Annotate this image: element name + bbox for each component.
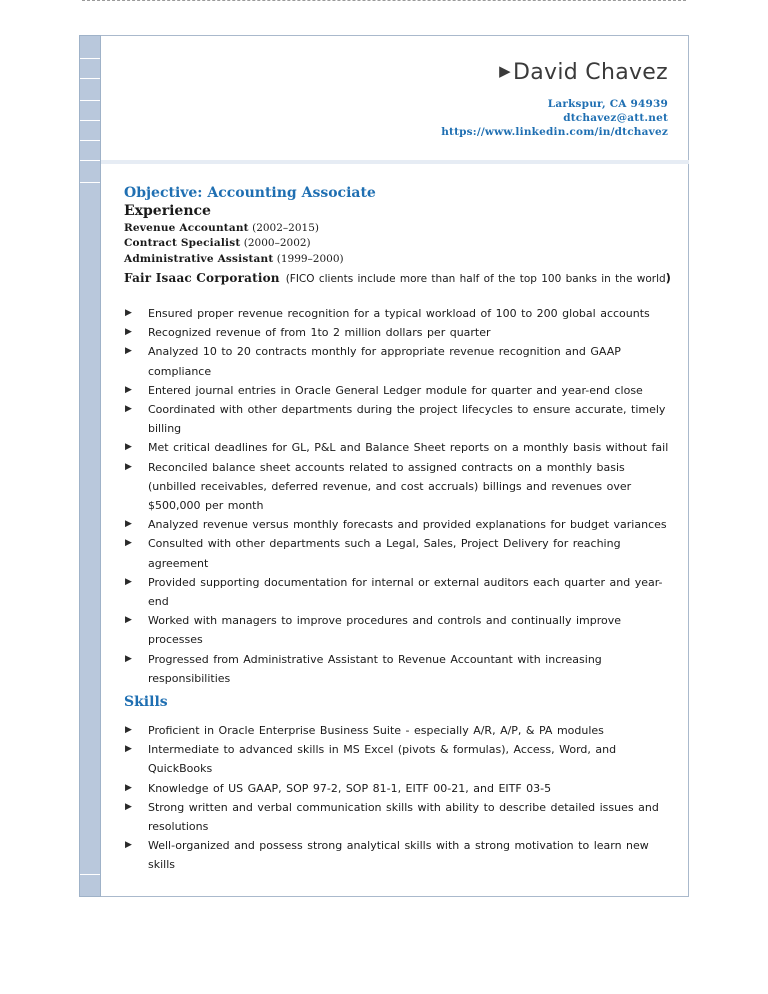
list-item: ▶ Met critical deadlines for GL, P&L and Balance Sheet reports on a monthly basis without fail bbox=[124, 438, 669, 457]
list-item: ▶ Coordinated with other departments during the project lifecycles to ensure accurate, timely billing bbox=[124, 400, 669, 438]
list-item: ▶ Provided supporting documentation for internal or external auditors each quarter and year-end bbox=[124, 573, 669, 611]
job-entry bbox=[124, 237, 311, 249]
triangle-right-icon: ▶ bbox=[499, 62, 511, 80]
job-dates: (2000–2002) bbox=[243, 237, 311, 249]
arrow-right-icon: ▶ bbox=[125, 442, 132, 453]
skills-bullet-list bbox=[124, 721, 669, 875]
company-note-close: ) bbox=[665, 271, 671, 285]
arrow-right-icon: ▶ bbox=[125, 840, 132, 851]
list-item: ▶ Analyzed 10 to 20 contracts monthly for appropriate revenue recognition and GAAP compliance bbox=[124, 342, 669, 380]
job-entry bbox=[124, 253, 344, 265]
arrow-right-icon: ▶ bbox=[125, 308, 132, 318]
list-item: ▶ Proficient in Oracle Enterprise Business Suite - especially A/R, A/P, & PA modules bbox=[124, 721, 669, 740]
top-dashed-rule bbox=[82, 0, 686, 1]
arrow-right-icon: ▶ bbox=[125, 615, 132, 626]
arrow-right-icon: ▶ bbox=[125, 327, 132, 338]
arrow-right-icon: ▶ bbox=[125, 461, 132, 472]
arrow-right-icon: ▶ bbox=[125, 404, 132, 415]
arrow-right-icon: ▶ bbox=[125, 538, 132, 549]
list-item: ▶ Strong written and verbal communication skills with ability to describe detailed issues and resolutions bbox=[124, 798, 669, 836]
sidebar-bar bbox=[79, 35, 101, 897]
contact-linkedin[interactable]: https://www.linkedin.com/in/dtchavez bbox=[441, 126, 668, 138]
job-entry bbox=[124, 222, 319, 234]
skills-heading: Skills bbox=[124, 694, 168, 710]
job-title: Contract Specialist bbox=[124, 237, 241, 249]
resume-name: ▶David Chavez bbox=[499, 60, 668, 85]
list-item: ▶ Well-organized and possess strong analytical skills with a strong motivation to learn new skills bbox=[124, 836, 669, 874]
company-name: Fair Isaac Corporation bbox=[124, 271, 280, 285]
arrow-right-icon: ▶ bbox=[125, 519, 132, 530]
company-line bbox=[124, 271, 671, 285]
list-item: ▶ Intermediate to advanced skills in MS Excel (pivots & formulas), Access, Word, and QuickBooks bbox=[124, 740, 669, 778]
list-item: ▶ Progressed from Administrative Assistant to Revenue Accountant with increasing responsibilities bbox=[124, 650, 669, 688]
experience-heading: Experience bbox=[124, 203, 211, 219]
list-item: ▶ Entered journal entries in Oracle General Ledger module for quarter and year-end close bbox=[124, 381, 669, 400]
list-item: ▶ Recognized revenue of from 1to 2 million dollars per quarter bbox=[124, 323, 669, 342]
objective-heading: Objective: Accounting Associate bbox=[124, 185, 376, 201]
arrow-right-icon: ▶ bbox=[125, 725, 132, 735]
arrow-right-icon: ▶ bbox=[125, 346, 132, 357]
company-note: (FICO clients include more than half of the top 100 banks in the world bbox=[285, 273, 666, 285]
list-item: ▶ Reconciled balance sheet accounts related to assigned contracts on a monthly basis (unbilled receivables, deferred revenue, and cost accruals) billings and revenues over $500,000 per month bbox=[124, 458, 669, 516]
arrow-right-icon: ▶ bbox=[125, 384, 132, 395]
job-title: Administrative Assistant bbox=[124, 253, 274, 265]
arrow-right-icon: ▶ bbox=[125, 801, 132, 812]
experience-bullet-list bbox=[124, 304, 669, 688]
list-item: ▶ Knowledge of US GAAP, SOP 97-2, SOP 81-1, EITF 00-21, and EITF 03-5 bbox=[124, 779, 669, 798]
contact-location: Larkspur, CA 94939 bbox=[547, 98, 668, 110]
arrow-right-icon: ▶ bbox=[125, 653, 132, 664]
job-dates: (1999–2000) bbox=[276, 253, 344, 265]
arrow-right-icon: ▶ bbox=[125, 744, 132, 755]
list-item: ▶ Consulted with other departments such a Legal, Sales, Project Delivery for reaching agreement bbox=[124, 534, 669, 572]
list-item: ▶ Ensured proper revenue recognition for a typical workload of 100 to 200 global accounts bbox=[124, 304, 669, 323]
list-item: ▶ Analyzed revenue versus monthly forecasts and provided explanations for budget variances bbox=[124, 515, 669, 534]
job-title: Revenue Accountant bbox=[124, 222, 249, 234]
contact-email[interactable]: dtchavez@att.net bbox=[563, 112, 668, 124]
list-item: ▶ Worked with managers to improve procedures and controls and continually improve processes bbox=[124, 611, 669, 649]
arrow-right-icon: ▶ bbox=[125, 782, 132, 793]
job-dates: (2002–2015) bbox=[252, 222, 319, 234]
arrow-right-icon: ▶ bbox=[125, 576, 132, 587]
